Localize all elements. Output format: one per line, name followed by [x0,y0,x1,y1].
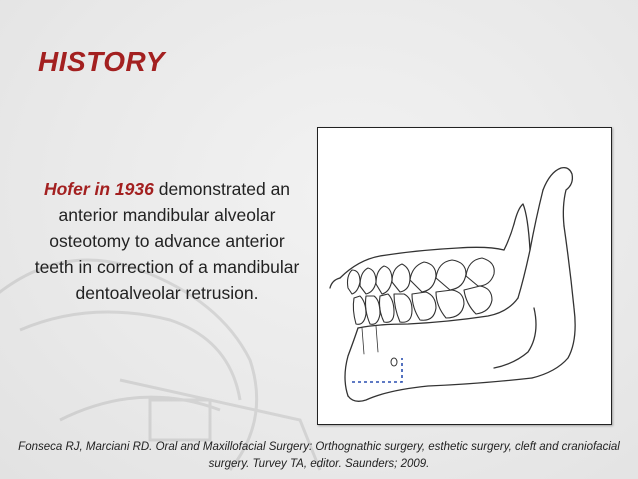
highlight-text: Hofer in 1936 [43,179,154,199]
mandible-drawing [318,128,611,424]
mandible-figure [317,127,612,425]
osteotomy-line [352,358,402,382]
body-paragraph [28,176,306,306]
body-text-rest: demonstrated an anterior mandibular alveolar osteotomy to advance anterior teeth in correction of a mandibular dentoalveolar retrusion. [34,179,300,303]
citation: Fonseca RJ, Marciani RD. Oral and Maxillofacial Surgery: Orthognathic surgery, esthetic surgery, cleft and craniofacial surgery. Turvey TA, editor. Saunders; 2009. [18,441,620,470]
slide-title: HISTORY [38,46,165,77]
